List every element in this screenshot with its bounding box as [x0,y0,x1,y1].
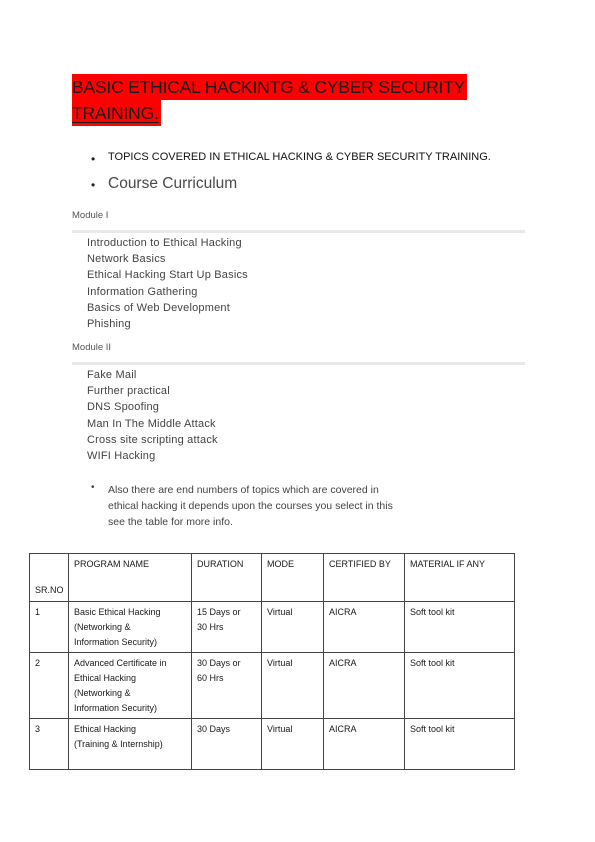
note-line: ethical hacking it depends upon the courses you select in this [108,500,393,513]
table-cell [192,719,262,770]
list-item: Cross site scripting attack [87,433,218,446]
list-item: WIFI Hacking [87,450,156,463]
duration-line: 60 Hrs [197,673,224,683]
table-cell: AICRA [324,602,405,653]
table-cell [69,653,192,719]
note-line: Also there are end numbers of topics which are covered in [108,484,379,496]
program-line: Basic Ethical Hacking [74,607,161,617]
program-line: Ethical Hacking [74,673,137,683]
program-line: Ethical Hacking [74,724,137,734]
note-line: see the table for more info. [108,516,233,529]
header-cell: MATERIAL IF ANY [405,554,515,602]
list-item: Introduction to Ethical Hacking [87,237,242,249]
header-cell: CERTIFIED BY [324,554,405,602]
header-cell: PROGRAM NAME [69,554,192,602]
table-cell: 1 [30,602,69,653]
title-line-2: TRAINING. [72,100,161,126]
bullet-icon: • [91,178,96,192]
table-cell [192,653,262,719]
table-cell [69,602,192,653]
title-line-1: BASIC ETHICAL HACKINTG & CYBER SECURITY [72,74,467,100]
table-cell: Virtual [262,653,324,719]
table-row [30,602,515,653]
program-table [29,553,515,770]
list-item: Information Gathering [87,285,198,298]
list-item: DNS Spoofing [87,401,160,414]
program-line: Information Security) [74,637,158,647]
header-cell [30,554,69,602]
program-line: Information Security) [74,703,158,713]
header-cell: DURATION [192,554,262,602]
duration-line: 30 Days [197,724,231,734]
list-item: Further practical [87,385,170,398]
module-2-topics [87,367,218,464]
list-item: Basics of Web Development [87,301,230,314]
list-item: Ethical Hacking Start Up Basics [87,269,248,282]
table-cell [192,602,262,653]
duration-line: 30 Days or [197,658,241,668]
table-row [30,719,515,770]
header-srno: SR.NO [35,585,64,595]
list-item: Phishing [87,318,131,331]
page-title [72,74,492,126]
program-line: (Training & Internship) [74,739,163,749]
bullet-icon: • [91,482,95,493]
list-item: Network Basics [87,253,166,266]
list-item: Fake Mail [87,369,137,381]
module-1-label: Module I [72,210,109,221]
table-cell: Soft tool kit [405,602,515,653]
table-cell [69,719,192,770]
table-cell: AICRA [324,653,405,719]
program-line: (Networking & [74,688,131,698]
table-cell: 3 [30,719,69,770]
program-line: (Networking & [74,622,131,632]
curriculum-heading: Course Curriculum [108,175,238,192]
module-2-divider [72,362,525,365]
table-cell: AICRA [324,719,405,770]
table-row [30,653,515,719]
duration-line: 15 Days or [197,607,241,617]
table-cell: Virtual [262,602,324,653]
table-cell: Soft tool kit [405,653,515,719]
duration-line: 30 Hrs [197,622,224,632]
program-line: Advanced Certificate in [74,658,167,668]
topics-heading: TOPICS COVERED IN ETHICAL HACKING & CYBER SECURITY TRAINING. [108,151,491,163]
header-cell: MODE [262,554,324,602]
module-1-topics [87,235,248,332]
table-cell: 2 [30,653,69,719]
list-item: Man In The Middle Attack [87,417,216,430]
module-1-divider [72,230,525,233]
table-cell: Virtual [262,719,324,770]
table-header-row [30,554,515,602]
module-2-label: Module II [72,342,112,353]
table-cell: Soft tool kit [405,719,515,770]
bullet-icon: • [91,152,96,166]
info-note-text [108,482,428,531]
